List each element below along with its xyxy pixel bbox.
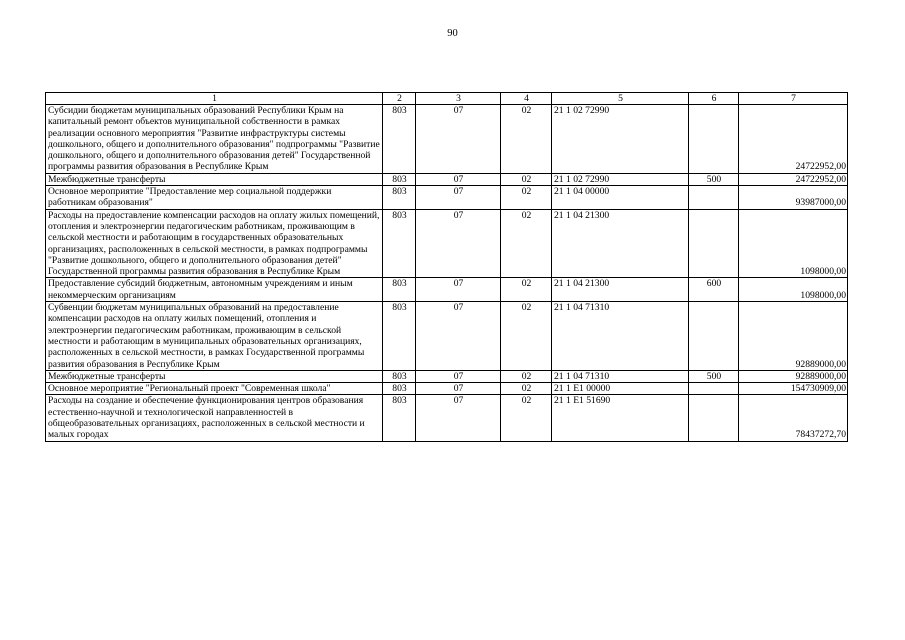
- table-row: [46, 383, 848, 395]
- section-code: 07: [416, 105, 501, 174]
- amount: 78437272,70: [739, 395, 848, 441]
- ministry-code: 803: [383, 173, 416, 185]
- ministry-code: 803: [383, 209, 416, 278]
- column-header-4: 4: [501, 93, 552, 105]
- ministry-code: 803: [383, 302, 416, 371]
- subsection-code: 02: [501, 370, 552, 382]
- amount: 1098000,00: [739, 278, 848, 302]
- expense-type-code: [689, 383, 739, 395]
- table-row: [46, 302, 848, 371]
- subsection-code: 02: [501, 383, 552, 395]
- subsection-code: 02: [501, 105, 552, 174]
- section-code: 07: [416, 209, 501, 278]
- expense-type-code: [689, 302, 739, 371]
- expense-type-code: [689, 209, 739, 278]
- row-name: Основное мероприятие "Региональный проект "Современная школа": [46, 383, 383, 395]
- table-row: [46, 173, 848, 185]
- table-row: [46, 370, 848, 382]
- table-row: [46, 186, 848, 210]
- expense-type-code: 500: [689, 173, 739, 185]
- section-code: 07: [416, 302, 501, 371]
- target-article-code: 21 1 04 21300: [552, 209, 689, 278]
- subsection-code: 02: [501, 173, 552, 185]
- column-header-6: 6: [689, 93, 739, 105]
- row-name: Предоставление субсидий бюджетным, автономным учреждениям и иным некоммерческим организациям: [46, 278, 383, 302]
- expense-type-code: 600: [689, 278, 739, 302]
- column-header-1: 1: [46, 93, 383, 105]
- target-article-code: 21 1 02 72990: [552, 105, 689, 174]
- target-article-code: 21 1 04 00000: [552, 186, 689, 210]
- column-number-row: [46, 93, 848, 105]
- subsection-code: 02: [501, 186, 552, 210]
- row-name: Межбюджетные трансферты: [46, 370, 383, 382]
- subsection-code: 02: [501, 302, 552, 371]
- ministry-code: 803: [383, 278, 416, 302]
- budget-table: [45, 92, 848, 442]
- section-code: 07: [416, 395, 501, 441]
- subsection-code: 02: [501, 395, 552, 441]
- row-name: Основное мероприятие "Предоставление мер социальной поддержки работникам образования": [46, 186, 383, 210]
- amount: 154730909,00: [739, 383, 848, 395]
- ministry-code: 803: [383, 383, 416, 395]
- target-article-code: 21 1 E1 51690: [552, 395, 689, 441]
- column-header-7: 7: [739, 93, 848, 105]
- target-article-code: 21 1 04 21300: [552, 278, 689, 302]
- target-article-code: 21 1 02 72990: [552, 173, 689, 185]
- row-name: Расходы на создание и обеспечение функционирования центров образования естественно-научной и технологической направленностей в общеобразовательных организациях, расположенных в сельской местности и малых городах: [46, 395, 383, 441]
- section-code: 07: [416, 278, 501, 302]
- column-header-3: 3: [416, 93, 501, 105]
- table-row: [46, 278, 848, 302]
- section-code: 07: [416, 173, 501, 185]
- expense-type-code: [689, 395, 739, 441]
- ministry-code: 803: [383, 370, 416, 382]
- expense-type-code: [689, 105, 739, 174]
- target-article-code: 21 1 04 71310: [552, 370, 689, 382]
- amount: 92889000,00: [739, 302, 848, 371]
- row-name: Субсидии бюджетам муниципальных образований Республики Крым на капитальный ремонт объектов муниципальной собственности в рамках реализации основного мероприятия "Развитие инфраструктуры системы дошкольного, общего и дополнительного образования" подпрограммы "Развитие дошкольного, общего и дополнительного образования детей" Государственной программы развития образования в Республике Крым: [46, 105, 383, 174]
- table-row: [46, 395, 848, 441]
- expense-type-code: [689, 186, 739, 210]
- amount: 93987000,00: [739, 186, 848, 210]
- subsection-code: 02: [501, 209, 552, 278]
- target-article-code: 21 1 E1 00000: [552, 383, 689, 395]
- column-header-5: 5: [552, 93, 689, 105]
- budget-table-body: [46, 93, 848, 442]
- amount: 24722952,00: [739, 173, 848, 185]
- page-number: 90: [447, 28, 458, 39]
- target-article-code: 21 1 04 71310: [552, 302, 689, 371]
- amount: 24722952,00: [739, 105, 848, 174]
- section-code: 07: [416, 370, 501, 382]
- section-code: 07: [416, 383, 501, 395]
- row-name: Субвенции бюджетам муниципальных образований на предоставление компенсации расходов на оплату жилых помещений, отопления и электроэнергии педагогическим работникам, проживающим в сельской местности и работающим в муниципальных образовательных организациях, расположенных в сельской местности, в рамках Государственной программы развития образования в Республике Крым: [46, 302, 383, 371]
- table-row: [46, 209, 848, 278]
- column-header-2: 2: [383, 93, 416, 105]
- row-name: Межбюджетные трансферты: [46, 173, 383, 185]
- row-name: Расходы на предоставление компенсации расходов на оплату жилых помещений, отопления и электроэнергии педагогическим работникам, проживающим в сельской местности и работающим в государственных образовательных организациях, расположенных в сельской местности, в рамках подпрограммы "Развитие дошкольного, общего и дополнительного образования детей" Государственной программы развития образования в Республике Крым: [46, 209, 383, 278]
- ministry-code: 803: [383, 186, 416, 210]
- amount: 1098000,00: [739, 209, 848, 278]
- ministry-code: 803: [383, 395, 416, 441]
- amount: 92889000,00: [739, 370, 848, 382]
- ministry-code: 803: [383, 105, 416, 174]
- subsection-code: 02: [501, 278, 552, 302]
- expense-type-code: 500: [689, 370, 739, 382]
- table-row: [46, 105, 848, 174]
- section-code: 07: [416, 186, 501, 210]
